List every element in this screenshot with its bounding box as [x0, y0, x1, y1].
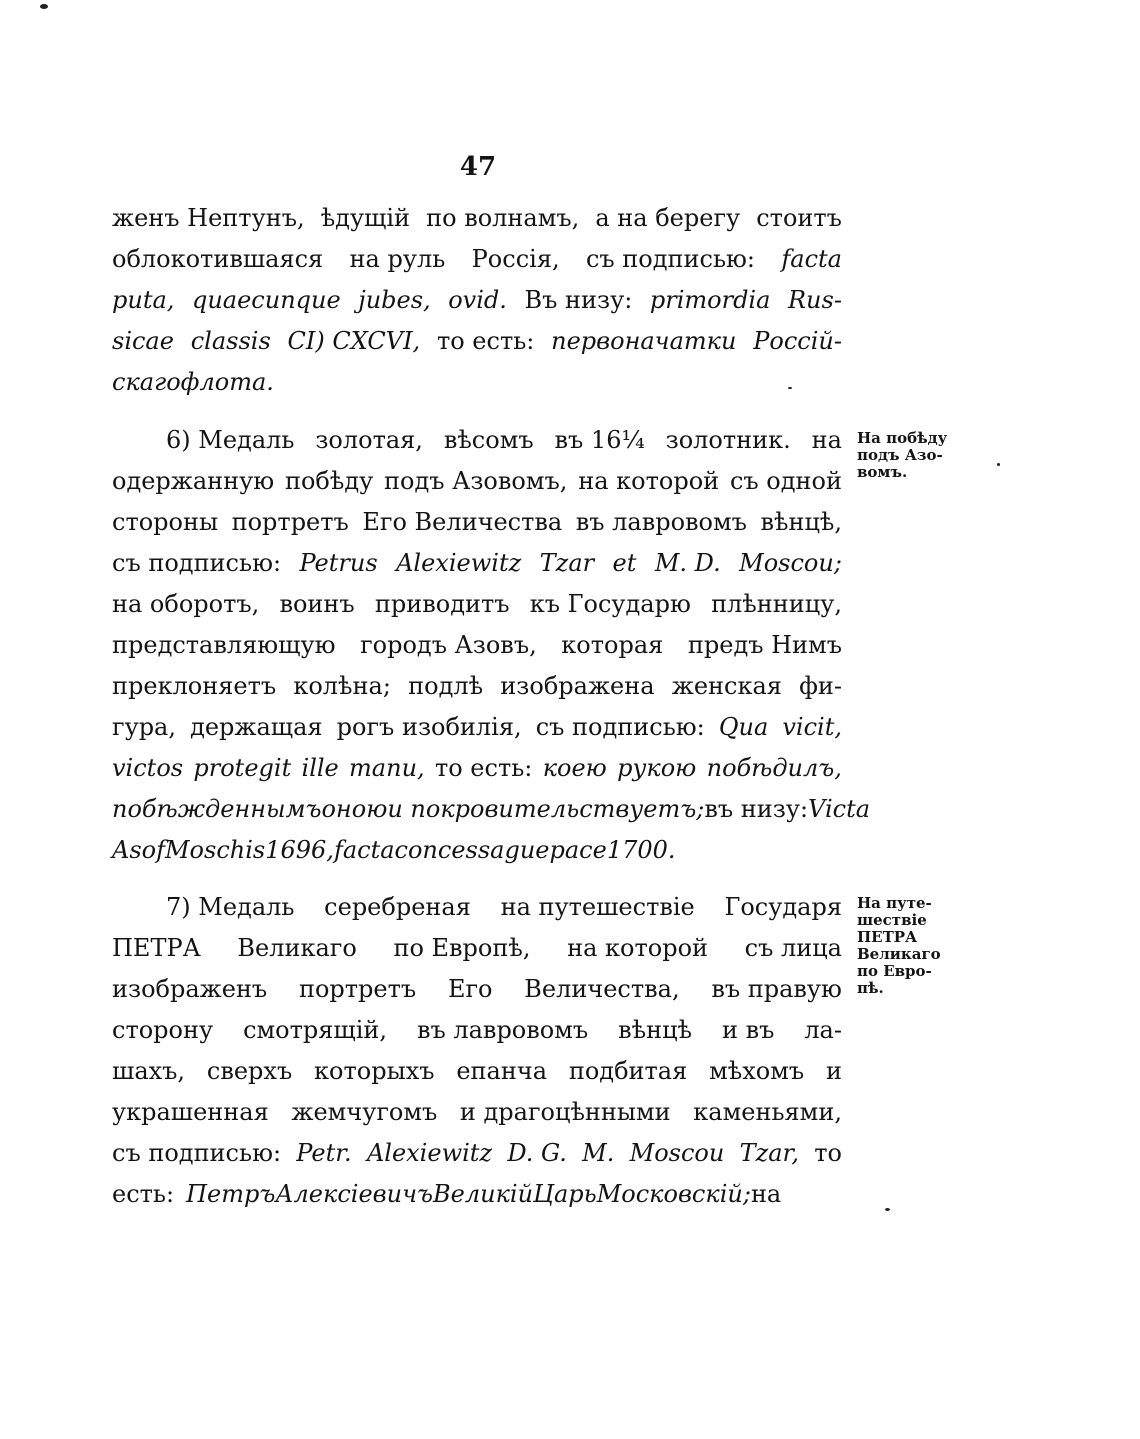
word: шахъ,: [112, 1057, 186, 1085]
word: Его: [447, 975, 493, 1003]
word: M. D.: [654, 549, 721, 577]
word: facta: [781, 245, 842, 273]
word: vicit,: [782, 713, 842, 741]
word: то есть:: [436, 327, 535, 355]
word: Величества,: [524, 975, 680, 1003]
text-line: [166, 887, 842, 927]
word: въ 16¼: [554, 426, 645, 454]
word: facta: [333, 836, 395, 864]
word: Alexiewitz: [396, 549, 522, 577]
word: на которой: [578, 467, 720, 495]
word: pace: [549, 836, 607, 864]
speck: [40, 4, 48, 9]
word: вѣнцѣ,: [760, 508, 842, 536]
speck: [788, 387, 792, 389]
word: въ правую: [711, 975, 842, 1003]
word: скаго: [112, 368, 181, 396]
word: гура,: [112, 713, 176, 741]
word: 7) Медаль: [166, 893, 295, 921]
word: колѣна;: [293, 672, 391, 700]
word: подбитая: [568, 1057, 688, 1085]
word: protegit: [193, 754, 292, 782]
word: украшенная: [112, 1098, 269, 1126]
word: а на берегу: [595, 204, 741, 232]
text-line: [112, 198, 842, 238]
word: M.: [582, 1139, 615, 1167]
word: Его Величества: [362, 508, 563, 536]
word: 6) Медаль: [166, 426, 295, 454]
text-line: [112, 748, 842, 788]
word: городъ Азовъ,: [360, 631, 537, 659]
text-line: [112, 707, 842, 747]
word: Moschis: [164, 836, 266, 864]
word: concessague: [394, 836, 550, 864]
word: 1696,: [265, 836, 334, 864]
word: предъ Нимъ: [687, 631, 842, 659]
word: сверхъ: [206, 1057, 293, 1085]
word: каменьями,: [693, 1098, 842, 1126]
word: Великій: [433, 1180, 534, 1208]
word: фи-: [799, 672, 842, 700]
text-line: [112, 280, 842, 320]
margin-note-line: На путе-: [857, 894, 932, 912]
word: первоначатки: [551, 327, 737, 355]
text-line: [112, 1092, 842, 1132]
text-line: [112, 666, 842, 706]
word: Московскій;: [596, 1180, 751, 1208]
margin-note-line: ПЕТРА: [857, 928, 918, 946]
text-line: [112, 1010, 842, 1050]
word: къ Государю: [529, 590, 691, 618]
word: серебреная: [324, 893, 471, 921]
word: преклоняетъ: [112, 672, 277, 700]
word: смотрящій,: [243, 1016, 388, 1044]
word: подлѣ: [408, 672, 484, 700]
word: Алексіевичъ: [275, 1180, 433, 1208]
word: victos: [112, 754, 184, 782]
word: женская: [671, 672, 782, 700]
word: плѣнницу,: [711, 590, 842, 618]
page-number: 47: [459, 152, 497, 182]
word: съ одной: [729, 467, 842, 495]
word: на: [811, 426, 842, 454]
word: CI) CXCVI,: [287, 327, 421, 355]
margin-note-line: шествіе: [857, 911, 927, 929]
word: золотник.: [665, 426, 791, 454]
margin-note-azov: [857, 430, 977, 481]
word: et: [612, 549, 637, 577]
word: оною: [321, 795, 388, 823]
text-line: [112, 625, 842, 665]
text-line: [112, 789, 871, 829]
word: одержанную: [112, 467, 275, 495]
text-line: [112, 1133, 842, 1173]
word: изображена: [500, 672, 655, 700]
word: въ низу:: [704, 795, 809, 823]
word: и: [825, 1057, 842, 1085]
word: на руль: [349, 245, 446, 273]
word: quaecunque: [191, 286, 341, 314]
word: которыхъ: [314, 1057, 435, 1085]
text-line: [112, 584, 842, 624]
word: 1700.: [606, 836, 676, 864]
word: Россій-: [753, 327, 842, 355]
word: на: [750, 1180, 782, 1208]
word: мѣхомъ: [709, 1057, 805, 1085]
word: сторону: [112, 1016, 214, 1044]
word: воинъ: [279, 590, 355, 618]
word: портретъ: [298, 975, 417, 1003]
word: побѣду: [284, 467, 374, 495]
word: sicae: [112, 327, 174, 355]
word: ѣдущій: [320, 204, 411, 232]
word: и въ: [721, 1016, 775, 1044]
word: по волнамъ,: [426, 204, 580, 232]
margin-note-line: пѣ.: [857, 979, 884, 997]
text-line: [112, 928, 842, 968]
word: женъ Нептунъ,: [112, 204, 305, 232]
word: Россія,: [471, 245, 560, 273]
word: портретъ: [231, 508, 349, 536]
word: ille: [301, 754, 339, 782]
word: classis: [190, 327, 271, 355]
word: D. G.: [507, 1139, 567, 1167]
text-line: [112, 321, 842, 361]
text-line: [112, 969, 842, 1009]
word: жемчугомъ: [291, 1098, 438, 1126]
text-line: [166, 420, 842, 460]
word: которая: [561, 631, 664, 659]
word: Государя: [724, 893, 842, 921]
word: ПЕТРА: [112, 934, 201, 962]
word: ла-: [804, 1016, 842, 1044]
text-line: [112, 830, 842, 870]
word: Asof: [112, 836, 165, 864]
word: держащая: [190, 713, 323, 741]
word: рогъ изобилія,: [336, 713, 522, 741]
word: Moscou: [629, 1139, 725, 1167]
word: изображенъ: [112, 975, 268, 1003]
word: Великаго: [237, 934, 357, 962]
word: и драгоцѣнными: [459, 1098, 671, 1126]
word: съ лица: [744, 934, 842, 962]
margin-note-line: Великаго: [857, 945, 941, 963]
word: Petrus: [299, 549, 378, 577]
word: Tzar,: [739, 1139, 799, 1167]
word: Alexiewitz: [366, 1139, 493, 1167]
word: manu,: [349, 754, 425, 782]
word: Moscou;: [739, 549, 842, 577]
word: Царь: [533, 1180, 597, 1208]
word: стоитъ: [756, 204, 842, 232]
word: primordia: [649, 286, 771, 314]
text-line: [112, 1174, 842, 1214]
word: puta,: [112, 286, 175, 314]
word: то есть:: [434, 754, 533, 782]
word: въ лавровомъ: [416, 1016, 589, 1044]
word: на оборотъ,: [112, 590, 260, 618]
word: Qua: [718, 713, 769, 741]
word: Victa: [808, 795, 871, 823]
word: съ подписью:: [585, 245, 756, 273]
word: по Европѣ,: [393, 934, 531, 962]
word: ovid.: [448, 286, 507, 314]
word: вѣсомъ: [443, 426, 534, 454]
word: съ подписью:: [112, 549, 282, 577]
text-line: [112, 502, 842, 542]
word: стороны: [112, 508, 219, 536]
text-line: [112, 543, 842, 583]
word: на которой: [567, 934, 709, 962]
word: и покровительствуетъ;: [387, 795, 705, 823]
word: есть:: [112, 1180, 175, 1208]
margin-note-line: по Евро-: [857, 962, 932, 980]
word: побѣдилъ,: [706, 754, 842, 782]
margin-note-journey: [857, 895, 977, 997]
text-line: [112, 362, 842, 402]
word: облокотившаяся: [112, 245, 324, 273]
word: епанча: [456, 1057, 548, 1085]
speck: [997, 463, 1000, 466]
word: Petr.: [296, 1139, 352, 1167]
word: Rus-: [787, 286, 842, 314]
word: рукою: [617, 754, 697, 782]
margin-note-line: На побѣду: [857, 429, 948, 447]
word: съ подписью:: [535, 713, 705, 741]
word: флота.: [180, 368, 274, 396]
margin-note-line: вомъ.: [857, 463, 908, 481]
word: въ лавровомъ: [575, 508, 747, 536]
word: приводитъ: [374, 590, 510, 618]
word: золотая,: [315, 426, 423, 454]
speck: [885, 1208, 890, 1211]
word: вѣнцѣ: [618, 1016, 692, 1044]
text-line: [112, 1051, 842, 1091]
word: jubes,: [358, 286, 431, 314]
word: Tzar: [539, 549, 595, 577]
word: Въ низу:: [524, 286, 633, 314]
word: Петръ: [186, 1180, 276, 1208]
word: то: [814, 1139, 842, 1167]
text-line: [112, 461, 842, 501]
text-line: [112, 239, 842, 279]
word: съ подписью:: [112, 1139, 282, 1167]
word: подъ Азовомъ,: [384, 467, 568, 495]
word: коею: [542, 754, 607, 782]
word: на путешествіе: [500, 893, 695, 921]
word: побѣжденнымъ: [112, 795, 322, 823]
word: представляющую: [112, 631, 336, 659]
margin-note-line: подъ Азо-: [857, 446, 943, 464]
